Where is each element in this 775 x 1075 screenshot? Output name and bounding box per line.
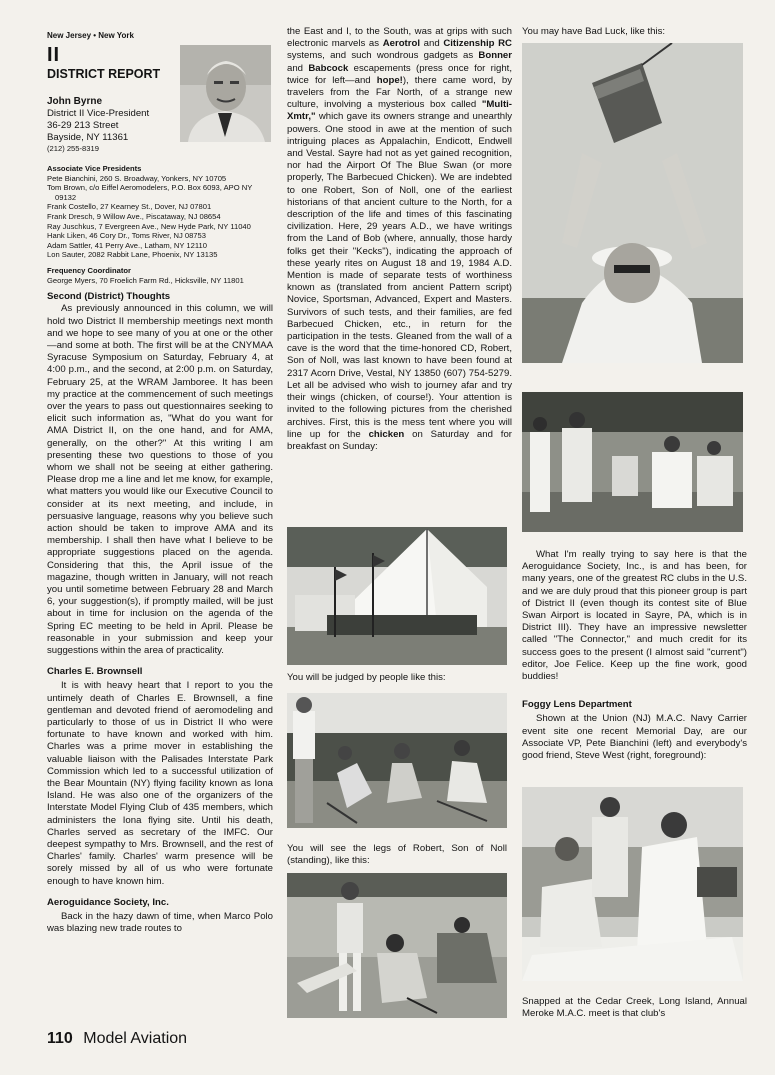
article-paragraph: What I'm really trying to say here is that the Aeroguidance Society, Inc., is and has been, for many years, one of the greatest RC clubs in the U.S. and we are duly proud that this pioneer group is part of District II (even though its contest site of Blue Swan Airport is located in Sayre, PA, which is in District III). They have an impressive newsletter called "The Connector," and much credit for its success goes to the present (I almost said "current") editor, Joe Felice. Keep up the fine work, good buddies! [522, 549, 747, 683]
section-heading: Charles E. Brownsell [47, 666, 143, 678]
associate-line: 09132 [55, 192, 77, 202]
page-title: DISTRICT REPORT [47, 67, 161, 82]
photo-caption: You will see the legs of Robert, Son of Noll (standing), like this: [287, 843, 507, 867]
vp-role: District II Vice-President [47, 108, 150, 120]
keyword: "Multi-Xmtr," [287, 99, 512, 123]
page-number: 110 [47, 1030, 73, 1047]
text-run: which gave its owners strange and unearthly powers. One stood in awe at the mention of such intriguing places as Appalachin, Endicott, Endwell and Vestal. Sayre had not as yet gained recognition, nor had the Airport Of The Blue Swan (or more properly, The Barbecued Chicken). We are indebted to one Robert, Son of Noll, one of the earliest historians of that ancient culture to the North, for a description of the life and times of this fascinating civilization. Here, 29 years A.D., we have writings from the Land of Bob (where, annually, those hardy folks get their "Kecks"), indicating the approach of these yearly rites on August 18 and 19, 1984 A.D. Mention is made of separate tests of worthiness known as (translated from ancient Pattern script) Novice, Sportsman, Advanced, Expert and Masters. Survivors of such tests, and their families, are fed Barbecued Chicken, etc., in return for the participation in the tests. Gleaned from the wall of a cave is the word that the time-honored CD, Robert, Son of Noll, was last known to have been found at 2317 Acorn Drive, Vestal, NY 13850 (607) 754-5279. Let all be advised who wish to journey afar and try their wings (chicken, of course!). Your attention is invited to the following pictures from the cherished archives. First, this is the mess tent where you will line up for the [287, 111, 512, 440]
associates-block [47, 164, 273, 285]
column-middle [287, 26, 512, 453]
photo-caption: You will be judged by people like this: [287, 672, 446, 683]
keyword: Citizenship RC [443, 38, 512, 50]
text-run: and [420, 38, 444, 50]
region-label: New Jersey • New York [47, 31, 134, 40]
judges-photo [287, 693, 507, 828]
photo-caption: You may have Bad Luck, like this: [522, 26, 666, 37]
section-heading: Foggy Lens Department [522, 699, 632, 711]
vp-address-line2: Bayside, NY 11361 [47, 132, 129, 144]
associate-line: Tom Brown, c/o Eiffel Aeromodelers, P.O. Box 6093, APO NY [47, 183, 253, 193]
text-run: systems, and such wondrous gadgets as [287, 50, 479, 62]
article-paragraph: Shown at the Union (NJ) M.A.C. Navy Carrier event site one recent Memorial Day, are our Associate VP, Pete Bianchini (left) and everybody's good friend, Steve West (right, foreground): [522, 713, 747, 762]
article-paragraph: Back in the hazy dawn of time, when Marco Polo was blazing new trade routes to [47, 911, 273, 935]
associate-line: Ray Juschkus, 7 Evergreen Ave., New Hyde Park, NY 11040 [47, 221, 251, 231]
bad-luck-photo [522, 43, 743, 363]
article-paragraph: As previously announced in this column, we will hold two District II membership meetings next month and we hope to see many of you at one or the other—and some at both. The first will be at the CNYMAA Syracuse Symposium on Saturday, February 4, at 4:00 p.m., and the second, at 2:00 p.m. on Saturday, February 25, at the WRAM Jamboree. It has been my practice at the commencement of such meetings over the years to pass out questionnaires seeking to elicit such information as, "What do you want for AMA District II, on the one hand, and for AMA, generally, on the other?" At this writing I am presenting these two questions to those of you whom we shall not be seeing at either gathering. Please drop me a line and let me know, for example, what matters you would like our Executive Council to consider at its next meeting, and include, in persuasive language, reasons why you believe such action should be taken to improve AMA and its membership. I shall then have what I believe to be appropriate suggestions placed on the agenda. Considering that this, the April issue of the magazine, though written in January, will not reach you until sometime between February 28 and March 6, your suggestion(s), if promptly mailed, will be just about in time for inclusion on the agenda of the Spring EC meeting to be held in April. Please be reasonable in your submission and keep your suggestions within the area of practicality. [47, 303, 273, 657]
keyword: chicken [368, 428, 405, 440]
keyword: Aerotrol [382, 38, 421, 50]
vp-address-line1: 36-29 213 Street [47, 120, 119, 132]
frequency-heading: Frequency Coordinator [47, 265, 131, 275]
associate-line: Frank Dresch, 9 Willow Ave., Piscataway, NJ 08654 [47, 211, 221, 221]
associate-line: Lon Sauter, 2082 Rabbit Lane, Phoenix, NY 13135 [47, 250, 218, 260]
glo-plug-photo [522, 392, 743, 532]
portrait-photo [180, 45, 271, 142]
associates-heading: Associate Vice Presidents [47, 164, 142, 173]
text-run: escapements (press once for right, twice for left—and [287, 62, 512, 86]
associate-line: Adam Sattler, 41 Perry Ave., Latham, NY 12110 [47, 240, 207, 250]
associate-line: Hank Liken, 46 Cory Dr., Toms River, NJ 08753 [47, 231, 206, 241]
section-heading: Aeroguidance Society, Inc. [47, 896, 169, 908]
associate-line: Pete Bianchini, 260 S. Broadway, Yonkers, NY 10705 [47, 173, 227, 183]
text-run: ), there came word, by travelers from the Far North, of a strange new culture, involving a mysterious box called [287, 74, 512, 111]
article-paragraph [287, 26, 512, 453]
magazine-name: Model Aviation [83, 1030, 188, 1047]
frequency-line: George Myers, 70 Froelich Farm Rd., Hicksville, NY 11801 [47, 275, 244, 285]
column-right [522, 549, 747, 762]
keyword: hope! [376, 74, 403, 86]
text-run: on Saturday and for breakfast on Sunday: [287, 428, 512, 452]
vp-phone: (212) 255-8319 [47, 144, 99, 154]
district-number: II [47, 44, 61, 67]
section-heading: Second (District) Thoughts [47, 291, 171, 303]
page-footer [47, 1030, 187, 1048]
legs-photo [287, 873, 507, 1018]
keyword: Babcock [308, 62, 349, 74]
column-left [47, 30, 273, 935]
photo-caption: Snapped at the Cedar Creek, Long Island, Annual Meroke M.A.C. meet is that club's [522, 996, 747, 1020]
tent-photo [287, 527, 507, 665]
keyword: Bonner [478, 50, 512, 62]
foggy-lens-photo [522, 787, 743, 981]
text-run: the East and I, to the South, was at grips with such electronic marvels as [287, 26, 512, 50]
vp-name: John Byrne [47, 96, 103, 108]
article-paragraph: It is with heavy heart that I report to you the untimely death of Charles E. Brownsell, a fine gentleman and devoted friend of aeromodeling and particularly to those of us in District II who were fortunate to have known and worked with him. Charles was a prime mover in establishing the valuable liaison with the Palisades Interstate Park Commission which led to a successful utilization of the Bear Mountain (NY) flying facility known as Iona Island. He was also one of the organizers of the Interstate Model Flying Club of 435 members, which administers the Iona flying site. Until his death, Charles served as secretary of the IMFC. Our deepest sympathy to Mrs. Brownsell, and the rest of Charles' family. Charles' warm presence will be sorely missed by all of us who were fortunate enough to have known him. [47, 680, 273, 887]
associate-line: Frank Costello, 27 Kearney St., Dover, NJ 07801 [47, 202, 212, 212]
text-run: and [287, 62, 309, 74]
